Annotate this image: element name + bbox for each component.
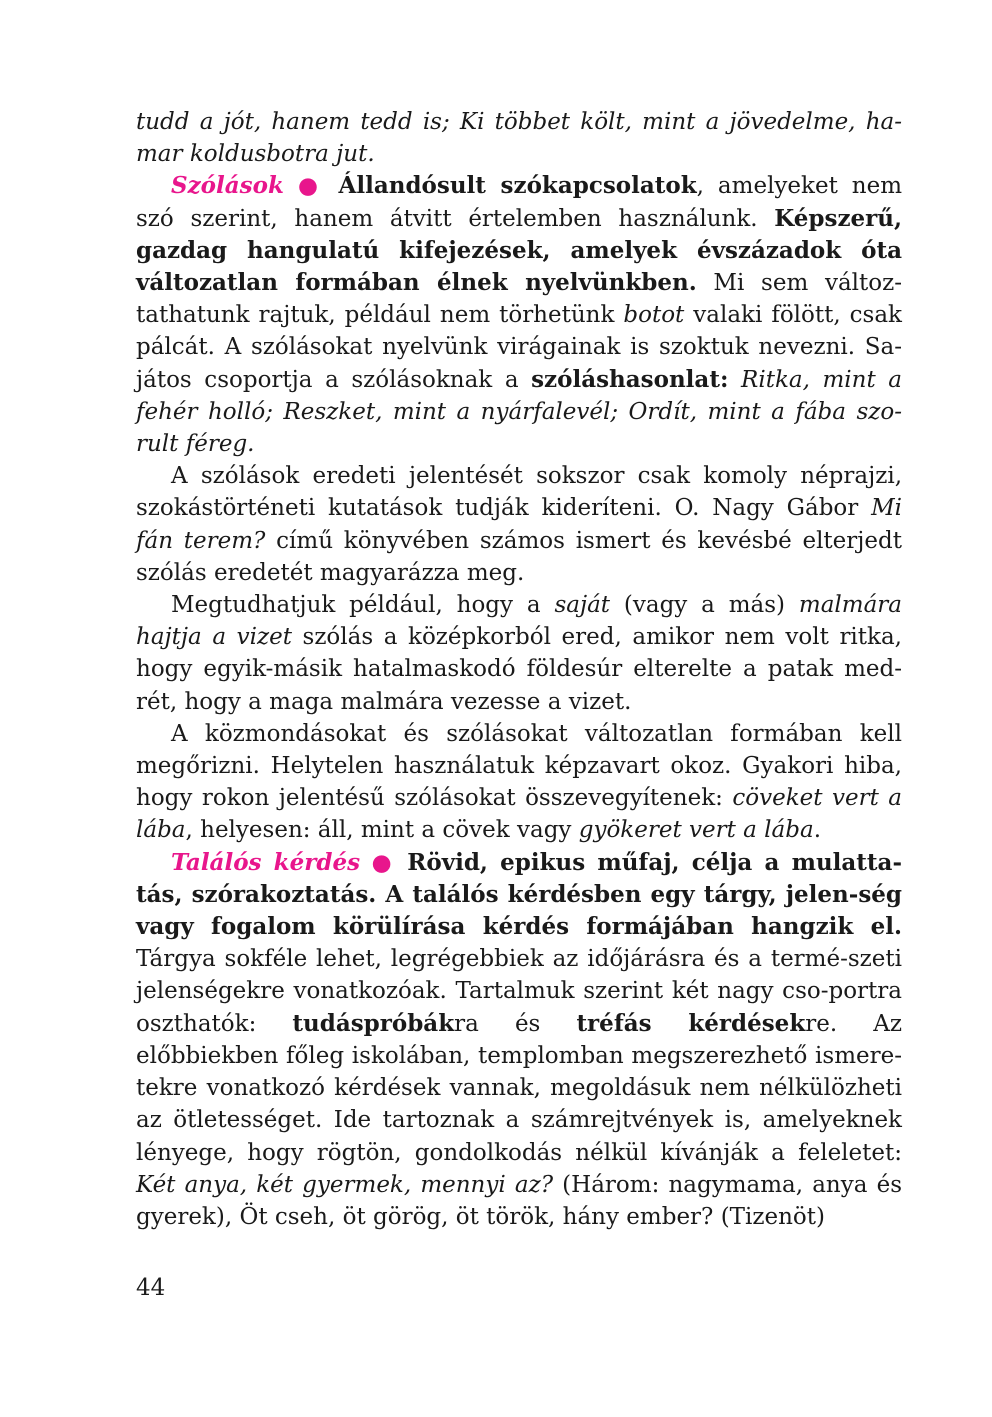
body-text: , amelyeket nem szó szerint, hanem átvitt értelemben használunk. bbox=[136, 173, 903, 232]
book-title: Mi fán terem? bbox=[136, 495, 902, 554]
body-text: , helyesen: áll, mint a cövek vagy bbox=[185, 817, 579, 844]
italic-text: gyökeret vert a lába bbox=[578, 817, 814, 844]
bold-text: szóláshasonlat: bbox=[531, 365, 729, 393]
body-text: ra és bbox=[454, 1010, 577, 1037]
body-text: Tárgya sokféle lehet, legrégebbiek az időjárásra és a termé-szeti jelenségekre vonatkozóak. Tartalmuk szerint két nagy cso-portra oszthatók: bbox=[136, 946, 902, 1037]
bold-text: Képszerű, gazdag hangulatú kifejezések, amelyek évszázadok óta változatlan formában élnek nyelvünkben. bbox=[136, 204, 902, 297]
bullet-icon: ● bbox=[297, 173, 325, 200]
body-text: A közmondásokat és szólásokat változatlan formában kell megőrizni. Helytelen használatuk képzavart okoz. Gyakori hiba, hogy rokon jelentésű szólásokat összevegyítenek: bbox=[136, 720, 902, 812]
body-text: című könyvében számos ismert és kevésbé elterjedt szólás eredetét magyarázza meg. bbox=[136, 527, 902, 586]
italic-text: saját bbox=[554, 592, 611, 619]
body-text: valaki fölött, csak pálcát. A szólásokat nyelvünk virágainak is szoktuk nevezni. Sa-játos csoportja a szólásoknak a bbox=[136, 302, 902, 393]
body-text: A szólások eredeti jelentését sokszor csak komoly néprajzi, szokástörténeti kutatások tudják kideríteni. O. Nagy Gábor bbox=[136, 463, 902, 522]
paragraph-example bbox=[136, 589, 902, 718]
term-heading-talalos-kerdes: Találós kérdés bbox=[171, 848, 361, 876]
term-heading-szolasok: Szólások bbox=[171, 172, 284, 200]
body-text bbox=[728, 367, 741, 393]
body-text: Megtudhatjuk például, hogy a bbox=[171, 592, 555, 619]
bold-text: tudáspróbák bbox=[292, 1009, 455, 1037]
body-text: szólás a középkorból ered, amikor nem volt ritka, hogy egyik-másik hatalmaskodó földesúr elterelte a patak med-rét, hogy a maga malmára vezesse a vizet. bbox=[136, 624, 902, 715]
italic-text: botot bbox=[623, 302, 685, 329]
bold-text: Rövid, epikus műfaj, célja a mulatta-tás, szórakoztatás. A találós kérdésben egy tárgy, jelen-ség vagy fogalom körülírása kérdés formájában hangzik el. bbox=[136, 848, 903, 941]
italic-text: Két anya, két gyermek, mennyi az? bbox=[136, 1171, 554, 1198]
italic-text: cöveket vert a lába bbox=[136, 785, 902, 844]
body-text: . bbox=[813, 817, 821, 844]
italic-examples: Ritka, mint a fehér holló; Reszket, mint a nyárfalevél; Ordít, mint a fába szo-rult féreg. bbox=[136, 366, 902, 458]
proverb-examples: tudd a jót, hanem tedd is; Ki többet költ, mint a jövedelme, ha-mar koldusbotra jut. bbox=[136, 109, 902, 168]
page-body bbox=[136, 106, 902, 1233]
paragraph-szolasok bbox=[136, 170, 902, 460]
bold-text: tréfás kérdések bbox=[576, 1009, 806, 1037]
bullet-icon: ● bbox=[371, 849, 396, 876]
bold-text: Állandósult szókapcsolatok bbox=[338, 172, 697, 200]
paragraph-origins bbox=[136, 460, 902, 589]
paragraph-usage bbox=[136, 718, 902, 847]
body-text: (Három: nagymama, anya és gyerek), Öt cseh, öt görög, öt török, hány ember? (Tizenöt) bbox=[136, 1171, 902, 1230]
paragraph-talalos-kerdes bbox=[136, 847, 902, 1233]
italic-text: malmára hajtja a vizet bbox=[136, 592, 902, 651]
body-text: re. Az előbbiekben főleg iskolában, templomban megszerezhető ismere-tekre vonatkozó kérdések vannak, megoldásuk nem nélkülözheti az ötletességet. Ide tartoznak a számrejtvények is, amelyeknek lényege, hogy rögtön, gondolkodás nélkül kívánják a feleletet: bbox=[136, 1010, 902, 1166]
body-text: Mi sem változ-tathatunk rajtuk, például nem törhetünk bbox=[136, 270, 902, 329]
body-text: (vagy a más) bbox=[610, 592, 799, 619]
paragraph-intro-continuation bbox=[136, 106, 902, 170]
page-number: 44 bbox=[136, 1275, 166, 1301]
